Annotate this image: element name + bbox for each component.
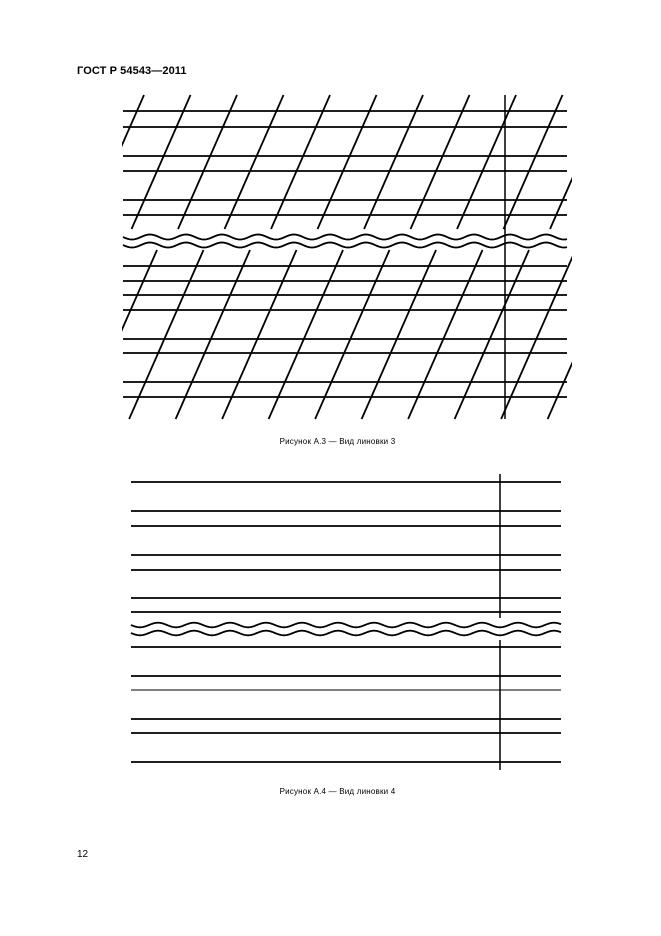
break-wave-line [131,623,561,628]
break-wave-line [131,631,561,636]
slanted-rule [129,250,203,419]
break-wave-line [123,235,567,240]
slanted-rule [364,95,423,229]
slanted-rule [222,250,296,419]
figure-ruling-4 [131,474,561,770]
figure-ruling-3 [0,80,661,430]
slanted-rule [269,250,343,419]
slanted-rule [457,95,516,229]
frame-mask-right [572,80,661,430]
slanted-rule [501,250,575,419]
slanted-rule [318,95,377,229]
figure-caption-4: Рисунок А.4 — Вид линовки 4 [279,787,396,796]
slanted-rule [271,95,330,229]
frame-mask-left [0,80,122,430]
break-wave-line [123,243,567,248]
slanted-rule [408,250,482,419]
slanted-rule [504,95,563,229]
slanted-rule [362,250,436,419]
slanted-rule [411,95,470,229]
document-header: ГОСТ Р 54543—2011 [77,65,187,77]
slanted-rule [455,250,529,419]
slanted-rule [225,95,284,229]
slanted-rule [315,250,389,419]
slanted-rule [178,95,237,229]
figure-caption-3: Рисунок А.3 — Вид линовки 3 [279,437,396,446]
slanted-rule [176,250,250,419]
slanted-rule [132,95,191,229]
page-number: 12 [77,849,89,860]
